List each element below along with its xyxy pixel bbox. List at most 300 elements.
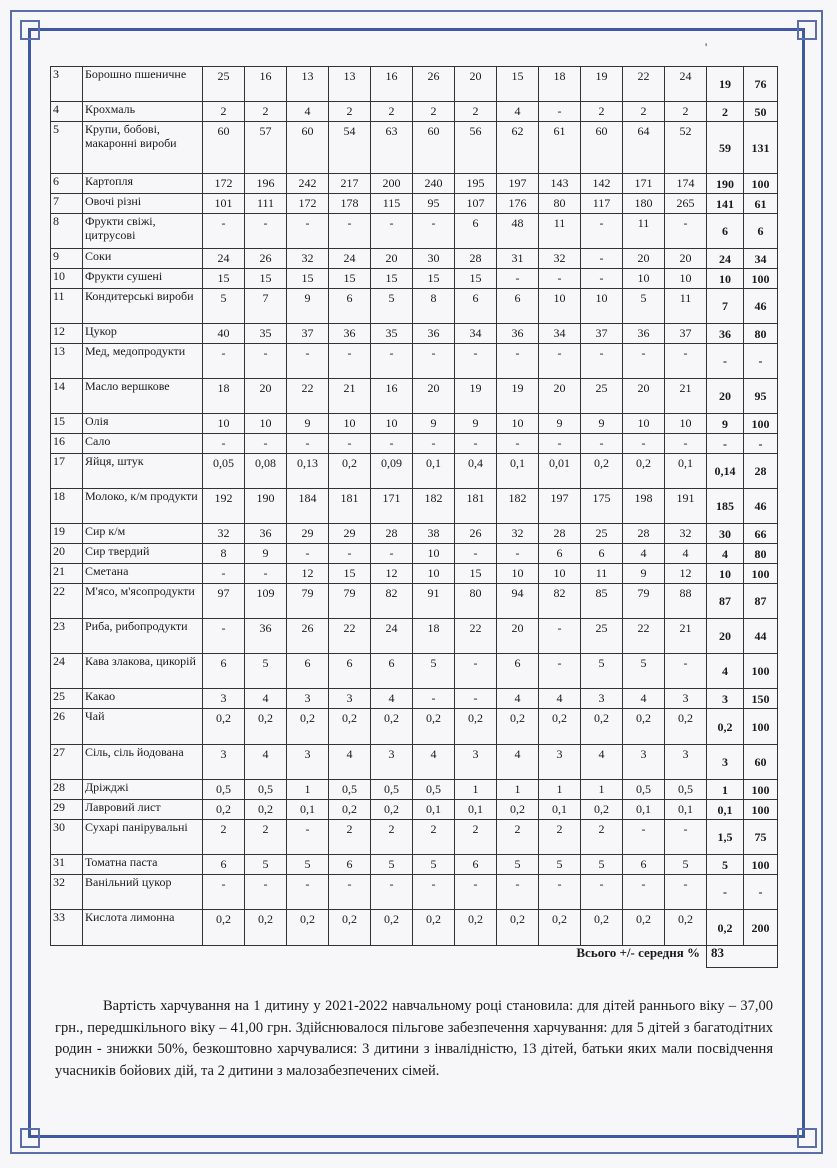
month-value: 1 [287,780,329,800]
month-value: 48 [497,214,539,249]
average-value: - [707,344,744,379]
month-value: - [665,875,707,910]
month-value: - [581,875,623,910]
month-value: 2 [455,102,497,122]
food-consumption-table [50,66,778,968]
month-value: 21 [665,379,707,414]
month-value: 197 [539,489,581,524]
month-value: - [455,544,497,564]
month-value: 6 [329,654,371,689]
month-value: - [539,875,581,910]
month-value: 0,2 [287,910,329,946]
month-value: 35 [245,324,287,344]
month-value: 36 [497,324,539,344]
table-row [51,780,778,800]
row-number: 21 [51,564,83,584]
month-value: 0,2 [329,709,371,745]
month-value: - [497,434,539,454]
average-value: 87 [707,584,744,619]
month-value: 80 [455,584,497,619]
month-value: 2 [203,820,245,855]
month-value: 6 [329,289,371,324]
month-value: 12 [287,564,329,584]
month-value: 2 [413,102,455,122]
month-value: - [203,875,245,910]
percent-value: 66 [744,524,778,544]
month-value: 26 [455,524,497,544]
product-name: Яйця, штук [83,454,203,489]
month-value: - [329,214,371,249]
month-value: 4 [623,544,665,564]
month-value: 172 [287,194,329,214]
month-value: 2 [455,820,497,855]
row-number: 13 [51,344,83,379]
average-value: 141 [707,194,744,214]
month-value: 115 [371,194,413,214]
month-value: 25 [203,67,245,102]
month-value: 10 [203,414,245,434]
month-value: 3 [287,745,329,780]
month-value: 32 [665,524,707,544]
percent-value: 80 [744,544,778,564]
row-number: 10 [51,269,83,289]
row-number: 19 [51,524,83,544]
month-value: 60 [287,122,329,174]
table-row [51,174,778,194]
month-value: 0,1 [497,454,539,489]
month-value: 9 [581,414,623,434]
product-name: Сир к/м [83,524,203,544]
month-value: - [665,214,707,249]
month-value: 28 [455,249,497,269]
month-value: 0,2 [539,709,581,745]
average-value: 4 [707,654,744,689]
month-value: 0,2 [581,910,623,946]
month-value: 10 [539,289,581,324]
month-value: 3 [665,745,707,780]
month-value: 79 [287,584,329,619]
month-value: 36 [413,324,455,344]
month-value: 22 [287,379,329,414]
month-value: 0,2 [371,709,413,745]
month-value: 0,2 [329,800,371,820]
month-value: 20 [245,379,287,414]
percent-value: 75 [744,820,778,855]
month-value: 30 [413,249,455,269]
month-value: 2 [245,820,287,855]
row-number: 32 [51,875,83,910]
month-value: - [413,344,455,379]
table-row [51,102,778,122]
month-value: 24 [371,619,413,654]
month-value: 11 [623,214,665,249]
product-name: Фрукти сушені [83,269,203,289]
row-number: 20 [51,544,83,564]
month-value: 0,5 [623,780,665,800]
product-name: Томатна паста [83,855,203,875]
month-value: 5 [245,855,287,875]
month-value: 0,08 [245,454,287,489]
total-row [51,946,778,968]
month-value: 5 [371,289,413,324]
product-name: Олія [83,414,203,434]
month-value: 95 [413,194,455,214]
row-number: 25 [51,689,83,709]
month-value: - [581,344,623,379]
month-value: 6 [497,654,539,689]
month-value: - [623,820,665,855]
month-value: 3 [455,745,497,780]
month-value: 21 [329,379,371,414]
percent-value: 76 [744,67,778,102]
percent-value: - [744,344,778,379]
row-number: 28 [51,780,83,800]
average-value: 0,14 [707,454,744,489]
percent-value: 100 [744,174,778,194]
product-name: Овочі різні [83,194,203,214]
month-value: 21 [665,619,707,654]
month-value: 265 [665,194,707,214]
month-value: 172 [203,174,245,194]
row-number: 6 [51,174,83,194]
average-value: 36 [707,324,744,344]
month-value: 15 [413,269,455,289]
month-value: 0,1 [665,800,707,820]
month-value: - [665,820,707,855]
percent-value: 100 [744,414,778,434]
month-value: 9 [287,414,329,434]
month-value: 9 [413,414,455,434]
month-value: 181 [455,489,497,524]
month-value: 6 [455,855,497,875]
month-value: 217 [329,174,371,194]
month-value: 22 [329,619,371,654]
row-number: 9 [51,249,83,269]
row-number: 16 [51,434,83,454]
month-value: 16 [245,67,287,102]
month-value: 4 [413,745,455,780]
month-value: 0,2 [497,800,539,820]
month-value: 0,5 [413,780,455,800]
percent-value: 80 [744,324,778,344]
month-value: 19 [581,67,623,102]
month-value: 25 [581,619,623,654]
month-value: - [203,214,245,249]
month-value: - [665,654,707,689]
average-value: 0,1 [707,800,744,820]
average-value: 24 [707,249,744,269]
table-row [51,489,778,524]
month-value: 91 [413,584,455,619]
month-value: 4 [245,689,287,709]
month-value: 171 [623,174,665,194]
month-value: 101 [203,194,245,214]
percent-value: 100 [744,709,778,745]
product-name: Кава злакова, цикорій [83,654,203,689]
month-value: 3 [539,745,581,780]
month-value: 198 [623,489,665,524]
month-value: 0,1 [455,800,497,820]
month-value: 4 [287,102,329,122]
table-row [51,434,778,454]
month-value: 0,1 [413,454,455,489]
month-value: 10 [371,414,413,434]
month-value: 0,2 [203,910,245,946]
month-value: 29 [287,524,329,544]
month-value: 3 [371,745,413,780]
month-value: 54 [329,122,371,174]
month-value: 1 [455,780,497,800]
month-value: 1 [539,780,581,800]
month-value: 175 [581,489,623,524]
month-value: 7 [245,289,287,324]
percent-value: 34 [744,249,778,269]
table-row [51,289,778,324]
month-value: 111 [245,194,287,214]
product-name: Сир твердий [83,544,203,564]
row-number: 17 [51,454,83,489]
month-value: 28 [371,524,413,544]
month-value: 4 [497,745,539,780]
month-value: - [203,564,245,584]
table-row [51,249,778,269]
month-value: 6 [287,654,329,689]
table-row [51,800,778,820]
month-value: 0,2 [581,800,623,820]
month-value: 6 [371,654,413,689]
month-value: 10 [539,564,581,584]
month-value: 0,2 [413,709,455,745]
month-value: 178 [329,194,371,214]
corner-ornament-bottom-right [797,1128,817,1148]
month-value: - [581,214,623,249]
month-value: - [455,344,497,379]
month-value: 19 [455,379,497,414]
month-value: 36 [623,324,665,344]
month-value: - [287,434,329,454]
month-value: 15 [497,67,539,102]
month-value: 34 [539,324,581,344]
month-value: 6 [497,289,539,324]
month-value: 20 [665,249,707,269]
month-value: 2 [329,820,371,855]
month-value: - [497,269,539,289]
month-value: 0,5 [203,780,245,800]
average-value: 1,5 [707,820,744,855]
month-value: 4 [581,745,623,780]
month-value: 15 [245,269,287,289]
month-value: 20 [497,619,539,654]
month-value: 0,2 [623,454,665,489]
product-name: Борошно пшеничне [83,67,203,102]
month-value: 0,2 [665,910,707,946]
month-value: 35 [371,324,413,344]
percent-value: 100 [744,269,778,289]
month-value: 0,05 [203,454,245,489]
month-value: 0,2 [581,454,623,489]
row-number: 11 [51,289,83,324]
month-value: - [245,344,287,379]
table-row [51,619,778,654]
average-value: 20 [707,379,744,414]
percent-value: 44 [744,619,778,654]
month-value: 0,2 [623,709,665,745]
month-value: 32 [287,249,329,269]
month-value: 0,2 [287,709,329,745]
month-value: 82 [539,584,581,619]
average-value: 10 [707,564,744,584]
month-value: 5 [539,855,581,875]
month-value: 0,4 [455,454,497,489]
average-value: 4 [707,544,744,564]
month-value: 5 [665,855,707,875]
month-value: 20 [413,379,455,414]
percent-value: 200 [744,910,778,946]
table-row [51,584,778,619]
month-value: 15 [329,269,371,289]
month-value: - [287,875,329,910]
month-value: 60 [203,122,245,174]
percent-value: 50 [744,102,778,122]
month-value: 2 [581,102,623,122]
percent-value: 131 [744,122,778,174]
table-row [51,269,778,289]
month-value: 20 [371,249,413,269]
table-row [51,67,778,102]
percent-value: 100 [744,564,778,584]
product-name: Крохмаль [83,102,203,122]
month-value: 13 [287,67,329,102]
percent-value: 100 [744,800,778,820]
table-row [51,122,778,174]
month-value: 0,5 [329,780,371,800]
month-value: 9 [287,289,329,324]
month-value: 10 [329,414,371,434]
average-value: 10 [707,269,744,289]
month-value: 196 [245,174,287,194]
month-value: 0,1 [623,800,665,820]
month-value: 64 [623,122,665,174]
table-row [51,564,778,584]
product-name: Ванільний цукор [83,875,203,910]
month-value: - [287,344,329,379]
month-value: 4 [329,745,371,780]
month-value: 61 [539,122,581,174]
average-value: 190 [707,174,744,194]
corner-ornament-top-left [20,20,40,40]
month-value: 0,5 [245,780,287,800]
month-value: 0,2 [539,910,581,946]
month-value: - [371,544,413,564]
average-value: 185 [707,489,744,524]
average-value: 30 [707,524,744,544]
percent-value: 95 [744,379,778,414]
month-value: 22 [623,619,665,654]
month-value: 2 [371,820,413,855]
product-name: М'ясо, м'ясопродукти [83,584,203,619]
month-value: - [245,564,287,584]
month-value: - [245,214,287,249]
month-value: 24 [203,249,245,269]
month-value: 9 [539,414,581,434]
month-value: 0,01 [539,454,581,489]
month-value: 2 [539,820,581,855]
month-value: 5 [245,654,287,689]
month-value: - [413,689,455,709]
average-value: 3 [707,745,744,780]
month-value: - [539,434,581,454]
month-value: 24 [329,249,371,269]
month-value: - [581,269,623,289]
percent-value: 100 [744,654,778,689]
month-value: 0,2 [413,910,455,946]
month-value: 191 [665,489,707,524]
month-value: 36 [329,324,371,344]
month-value: 2 [581,820,623,855]
month-value: - [329,434,371,454]
month-value: 5 [623,654,665,689]
month-value: 171 [371,489,413,524]
month-value: - [287,544,329,564]
product-name: Сіль, сіль йодована [83,745,203,780]
product-name: Мед, медопродукти [83,344,203,379]
table-row [51,910,778,946]
month-value: 5 [413,654,455,689]
average-value: 1 [707,780,744,800]
table-row [51,379,778,414]
month-value: 40 [203,324,245,344]
month-value: 29 [329,524,371,544]
month-value: 184 [287,489,329,524]
month-value: - [287,820,329,855]
total-value: 83 [707,946,778,968]
month-value: 176 [497,194,539,214]
month-value: 79 [623,584,665,619]
month-value: 0,2 [245,910,287,946]
month-value: 0,2 [455,709,497,745]
month-value: 79 [329,584,371,619]
row-number: 18 [51,489,83,524]
product-name: Дріжджі [83,780,203,800]
month-value: 0,2 [371,910,413,946]
percent-value: - [744,434,778,454]
month-value: 10 [413,544,455,564]
average-value: 2 [707,102,744,122]
month-value: - [539,269,581,289]
month-value: 10 [665,414,707,434]
percent-value: 6 [744,214,778,249]
month-value: 0,2 [245,709,287,745]
month-value: 2 [413,820,455,855]
product-name: Сухарі панірувальні [83,820,203,855]
month-value: 0,5 [665,780,707,800]
month-value: 32 [203,524,245,544]
month-value: 36 [245,524,287,544]
month-value: 109 [245,584,287,619]
month-value: 0,2 [497,910,539,946]
month-value: 3 [203,745,245,780]
percent-value: 46 [744,489,778,524]
percent-value: 150 [744,689,778,709]
month-value: 24 [665,67,707,102]
month-value: - [329,544,371,564]
month-value: 18 [539,67,581,102]
month-value: 0,1 [539,800,581,820]
month-value: 15 [203,269,245,289]
corner-ornament-bottom-left [20,1128,40,1148]
month-value: - [581,434,623,454]
percent-value: - [744,875,778,910]
